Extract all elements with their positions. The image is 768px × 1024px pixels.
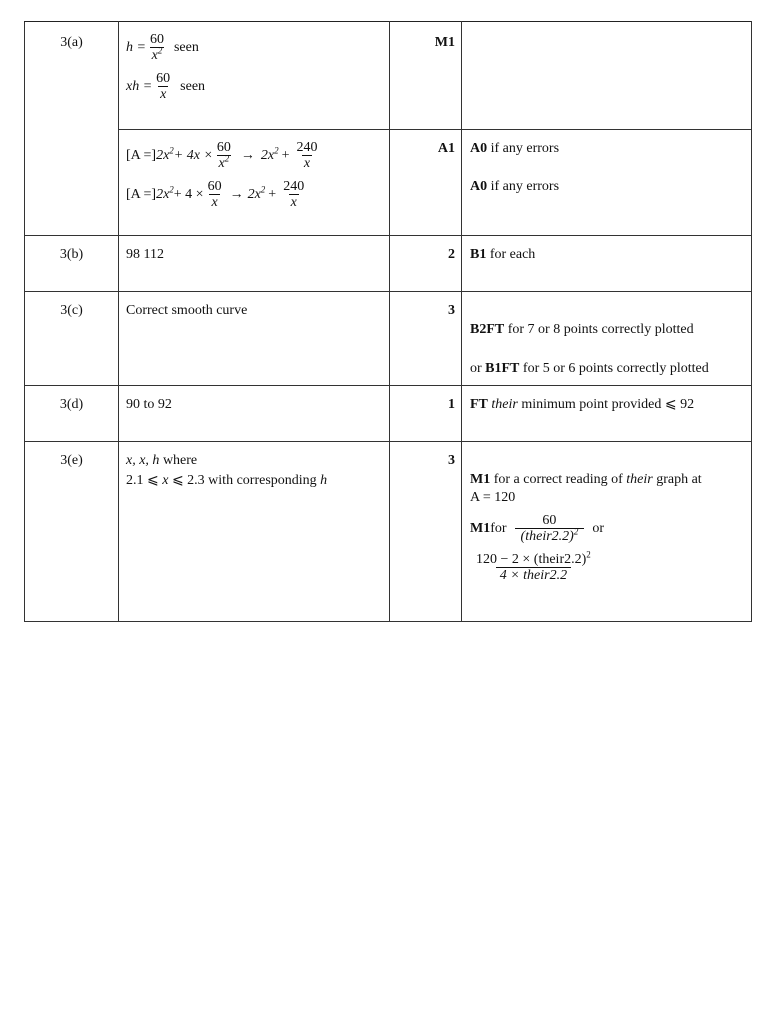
guidance-cell: [462, 292, 752, 386]
guidance-line: [470, 471, 751, 489]
mark-code: B2FT: [470, 322, 505, 337]
numerator-base: 120 − 2 × (their2.2): [476, 552, 587, 567]
math-text: [260, 144, 279, 165]
guidance-cell: [462, 22, 752, 130]
term: 2x: [156, 147, 170, 163]
mark-code: B1: [470, 247, 487, 262]
mark-cell: [390, 292, 462, 386]
table-row: [25, 22, 752, 130]
exponent: 2: [573, 526, 579, 537]
guidance-text: for each: [486, 247, 536, 262]
answer-text: 2.1 ⩽: [126, 473, 163, 488]
mark-code: M1: [470, 472, 491, 487]
fraction: [154, 71, 172, 102]
question-number: 3(a): [25, 22, 119, 236]
table-row: [25, 236, 752, 292]
table-row: [25, 130, 752, 236]
arrow-symbol: →: [229, 186, 244, 202]
mark-cell: [390, 22, 462, 130]
numerator: [472, 549, 595, 567]
guidance-cell: [462, 442, 752, 622]
mark-cell: [390, 130, 462, 236]
math-text: + 4 ×: [173, 186, 204, 202]
guidance-text: minimum point provided ⩽ 92: [517, 397, 695, 412]
term: 2x: [247, 186, 261, 202]
mark-code: FT: [470, 397, 488, 412]
fraction: [148, 32, 166, 63]
guidance-line: [470, 513, 751, 544]
denominator: x: [211, 195, 218, 210]
question-number: 3(e): [25, 442, 119, 622]
mark-cell: [390, 386, 462, 442]
answer-italic: h: [320, 473, 328, 488]
plus-sign: +: [281, 147, 290, 163]
answer-cell: [119, 236, 390, 292]
math-text: + 4x ×: [173, 147, 213, 163]
exponent: 2: [260, 183, 266, 194]
question-number: 3(c): [25, 292, 119, 386]
guidance-text: for a correct reading of: [490, 472, 627, 487]
answer-text: 98 112: [126, 247, 164, 262]
numerator: 60: [542, 513, 557, 528]
guidance-cell: [462, 386, 752, 442]
guidance-line: [470, 360, 751, 378]
mark-value: M1: [434, 35, 455, 50]
answer-line: [126, 32, 389, 63]
answer-cell: [119, 130, 390, 236]
denominator: 4 × their2.2: [496, 567, 571, 583]
guidance-line: [470, 140, 751, 158]
mark-code: A0: [470, 179, 488, 194]
guidance-text: for 7 or 8 points correctly plotted: [504, 322, 694, 337]
seen-label: seen: [173, 39, 199, 55]
mark-code: M1: [470, 520, 491, 536]
answer-line: [126, 452, 389, 470]
fraction: [472, 549, 595, 583]
math-text: h =: [126, 39, 146, 55]
answer-cell: [119, 22, 390, 130]
exponent: 2: [157, 45, 163, 56]
table-row: [25, 442, 752, 622]
term: 2x: [260, 147, 275, 163]
table-row: [25, 292, 752, 386]
denominator-base: (their2.2): [520, 529, 574, 544]
answer-cell: [119, 292, 390, 386]
answer-line: [126, 140, 389, 171]
exponent: 2: [169, 183, 174, 194]
answer-italic: x, x, h: [126, 453, 160, 468]
guidance-text: for 5 or 6 points correctly plotted: [519, 361, 709, 376]
denominator: x: [160, 87, 167, 102]
numerator: 60: [156, 71, 171, 86]
fraction: [281, 179, 306, 210]
table-row: [25, 386, 752, 442]
guidance-cell: [462, 236, 752, 292]
denominator: [515, 528, 585, 544]
guidance-text: or: [592, 520, 604, 536]
answer-text: Correct smooth curve: [126, 303, 248, 318]
mark-cell: [390, 442, 462, 622]
fraction: [295, 140, 320, 171]
denominator: [217, 155, 232, 171]
math-text: [156, 144, 174, 165]
fraction: [215, 140, 233, 171]
guidance-cell: [462, 130, 752, 236]
mark-value: 3: [448, 453, 455, 468]
answer-text: 90 to 92: [126, 397, 172, 412]
exponent: 2: [586, 549, 591, 560]
arrow-symbol: →: [240, 147, 255, 163]
answer-line: [126, 179, 389, 210]
answer-italic: x: [162, 473, 169, 488]
numerator: 240: [283, 179, 305, 194]
denominator: x: [303, 156, 311, 171]
guidance-text: or: [470, 361, 486, 376]
exponent: 2: [224, 153, 230, 164]
answer-cell: [119, 442, 390, 622]
mark-value: 3: [448, 303, 455, 318]
mark-cell: [390, 236, 462, 292]
bracket-text: [A =]: [126, 186, 157, 202]
fraction: [515, 513, 585, 544]
numerator: 60: [207, 179, 222, 194]
question-number: 3(b): [25, 236, 119, 292]
answer-cell: [119, 386, 390, 442]
guidance-line: [470, 178, 751, 196]
fraction: [206, 179, 224, 210]
mark-value: A1: [437, 141, 455, 156]
guidance-italic: their: [626, 472, 653, 487]
seen-label: seen: [180, 78, 206, 94]
plus-sign: +: [268, 186, 277, 202]
answer-line: [126, 472, 389, 490]
guidance-line: [470, 549, 751, 583]
math-text: [156, 183, 174, 204]
numerator: 240: [296, 140, 318, 155]
guidance-italic: their: [487, 397, 518, 412]
numerator: 60: [216, 140, 231, 155]
mark-value: 1: [448, 397, 455, 412]
guidance-text: if any errors: [487, 179, 560, 194]
mark-code: B1FT: [485, 361, 520, 376]
exponent: 2: [274, 144, 279, 155]
exponent: 2: [169, 144, 174, 155]
answer-line: [126, 71, 389, 102]
guidance-text: if any errors: [487, 141, 560, 156]
mark-value: 2: [448, 247, 455, 262]
guidance-line: [470, 321, 751, 339]
denominator: x: [290, 195, 297, 210]
guidance-text: for: [490, 520, 507, 536]
mark-code: A0: [470, 141, 488, 156]
math-text: [247, 183, 266, 204]
math-text: xh =: [126, 78, 153, 94]
guidance-line: A = 120: [470, 490, 516, 505]
denominator-base: x: [151, 48, 158, 63]
answer-text: where: [159, 453, 198, 468]
bracket-text: [A =]: [126, 147, 157, 163]
denominator: [150, 47, 165, 63]
denominator-base: x: [218, 156, 225, 171]
mark-scheme-table: [24, 21, 752, 622]
guidance-text: graph at: [652, 472, 702, 487]
question-number: 3(d): [25, 386, 119, 442]
term: 2x: [156, 186, 170, 202]
numerator: 60: [149, 32, 164, 47]
answer-text: ⩽ 2.3 with corresponding: [168, 473, 321, 488]
